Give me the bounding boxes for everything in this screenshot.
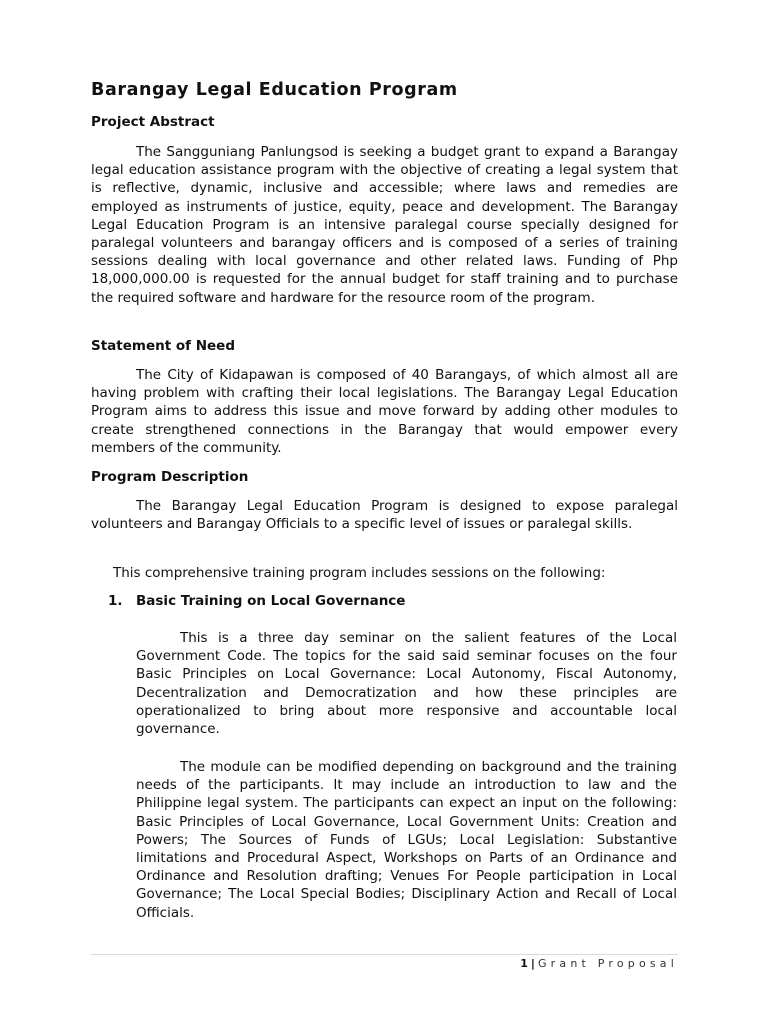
list-item-number: 1.: [108, 593, 123, 609]
footer-divider: [91, 954, 678, 955]
section-heading-project-abstract: Project Abstract: [91, 114, 215, 130]
list-item-heading: [108, 593, 405, 609]
list-item-title: Basic Training on Local Governance: [136, 593, 406, 609]
project-abstract-paragraph: The Sangguniang Panlungsod is seeking a budget grant to expand a Barangay legal education assistance program with the objective of creating a legal system that is reflective, dynamic, inclusive and accessible; where laws and remedies are employed as instruments of justice, equity, peace and development. The Barangay Legal Education Program is an intensive paralegal course specially designed for paralegal volunteers and barangay officers and is composed of a series of training sessions dealing with local governance and other related laws. Funding of Php 18,000,000.00 is requested for the annual budget for staff training and to purchase the required software and hardware for the resource room of the program.: [91, 144, 678, 306]
list-item-paragraph: This is a three day seminar on the salient features of the Local Government Code. The topics for the said said seminar focuses on the four Basic Principles on Local Governance: Local Autonomy, Fiscal Autonomy, Decentralization and Democratization and how these principles are operationalized to bring about more responsive and accountable local governance.: [136, 630, 677, 738]
document-title: Barangay Legal Education Program: [91, 80, 458, 100]
list-item-paragraph: The module can be modified depending on background and the training needs of the participants. It may include an introduction to law and the Philippine legal system. The participants can expect an input on the following: Basic Principles of Local Governance, Local Government Units: Creation and Powers; The Sources of Funds of LGUs; Local Legislation: Substantive limitations and Procedural Aspect, Workshops on Parts of an Ordinance and Ordinance and Resolution drafting; Venues For People participation in Local Governance; The Local Special Bodies; Disciplinary Action and Recall of Local Officials.: [136, 759, 677, 921]
footer-label: Grant Proposal: [537, 957, 678, 970]
section-heading-statement-of-need: Statement of Need: [91, 338, 236, 354]
statement-of-need-paragraph: The City of Kidapawan is composed of 40 Barangays, of which almost all are having problem with crafting their local legislations. The Barangay Legal Education Program aims to address this issue and move forward by adding other modules to create strengthened connections in the Barangay that would empower every members of the community.: [91, 367, 678, 456]
section-heading-program-description: Program Description: [91, 469, 249, 485]
page-footer: [520, 957, 678, 970]
program-intro-text: This comprehensive training program includes sessions on the following:: [113, 565, 606, 581]
page-number: 1: [520, 957, 528, 970]
footer-separator: |: [530, 957, 535, 970]
program-description-paragraph: The Barangay Legal Education Program is designed to expose paralegal volunteers and Barangay Officials to a specific level of issues or paralegal skills.: [91, 498, 678, 533]
